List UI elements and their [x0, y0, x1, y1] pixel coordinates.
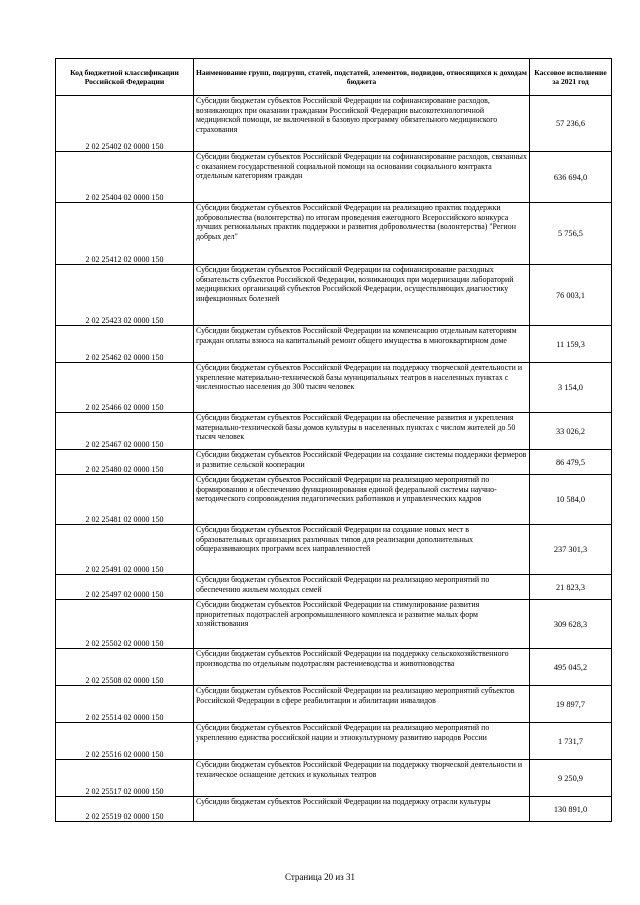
row-name: Субсидии бюджетам субъектов Российской Федерации на реализацию мероприятий по формированию и обеспечению функционирования единой федеральной системы научно-методического сопровождения педагогических работников и управленческих кадров	[194, 475, 530, 525]
row-amount: 11 159,3	[530, 326, 612, 363]
row-amount: 3 154,0	[530, 363, 612, 413]
header-name: Наименование групп, подгрупп, статей, подстатей, элементов, подвидов, относящихся к доходам бюджета	[194, 59, 530, 96]
table-row	[56, 475, 612, 525]
table-row	[56, 96, 612, 152]
row-code: 2 02 25480 02 0000 150	[56, 450, 194, 475]
row-amount: 5 756,5	[530, 203, 612, 265]
row-name: Субсидии бюджетам субъектов Российской Федерации на реализацию мероприятий по укреплению единства российской нации и этнокультурному развитию народов России	[194, 723, 530, 760]
table-row	[56, 760, 612, 797]
row-code: 2 02 25467 02 0000 150	[56, 413, 194, 450]
table-row	[56, 525, 612, 575]
row-code: 2 02 25497 02 0000 150	[56, 575, 194, 600]
row-amount: 57 236,6	[530, 96, 612, 152]
table-row	[56, 575, 612, 600]
row-name: Субсидии бюджетам субъектов Российской Федерации на реализацию мероприятий по обеспечению жильем молодых семей	[194, 575, 530, 600]
row-code: 2 02 25514 02 0000 150	[56, 686, 194, 723]
row-code: 2 02 25423 02 0000 150	[56, 265, 194, 326]
row-name: Субсидии бюджетам субъектов Российской Федерации на обеспечение развития и укрепления материально-технической базы домов культуры в населенных пунктах с числом жителей до 50 тысяч человек	[194, 413, 530, 450]
row-name: Субсидии бюджетам субъектов Российской Федерации на стимулирование развития приоритетных подотраслей агропромышленного комплекса и развитие малых форм хозяйствования	[194, 600, 530, 649]
table-row	[56, 450, 612, 475]
row-amount: 86 479,5	[530, 450, 612, 475]
table-row	[56, 203, 612, 265]
row-amount: 237 301,3	[530, 525, 612, 575]
row-amount: 76 003,1	[530, 265, 612, 326]
row-code: 2 02 25502 02 0000 150	[56, 600, 194, 649]
row-amount: 495 045,2	[530, 649, 612, 686]
row-name: Субсидии бюджетам субъектов Российской Федерации на компенсацию отдельным категориям граждан оплаты взноса на капитальный ремонт общего имущества в многоквартирном доме	[194, 326, 530, 363]
row-code: 2 02 25481 02 0000 150	[56, 475, 194, 525]
table-row	[56, 413, 612, 450]
table-row	[56, 686, 612, 723]
row-name: Субсидии бюджетам субъектов Российской Федерации на поддержку творческой деятельности и техническое оснащение детских и кукольных театров	[194, 760, 530, 797]
row-code: 2 02 25491 02 0000 150	[56, 525, 194, 575]
row-amount: 21 823,3	[530, 575, 612, 600]
row-name: Субсидии бюджетам субъектов Российской Федерации на создание новых мест в образовательных организациях различных типов для реализации дополнительных общеразвивающих программ всех направленностей	[194, 525, 530, 575]
row-name: Субсидии бюджетам субъектов Российской Федерации на создание системы поддержки фермеров и развитие сельской кооперации	[194, 450, 530, 475]
header-amount: Кассовое исполнение за 2021 год	[530, 59, 612, 96]
table-row	[56, 363, 612, 413]
row-code: 2 02 25519 02 0000 150	[56, 797, 194, 822]
row-amount: 33 026,2	[530, 413, 612, 450]
row-code: 2 02 25466 02 0000 150	[56, 363, 194, 413]
row-name: Субсидии бюджетам субъектов Российской Федерации на софинансирование расходов, связанных с оказанием государственной социальной помощи на основании социального контракта отдельным категориям граждан	[194, 152, 530, 203]
row-amount: 19 897,7	[530, 686, 612, 723]
table-row	[56, 600, 612, 649]
row-amount: 309 628,3	[530, 600, 612, 649]
row-code: 2 02 25517 02 0000 150	[56, 760, 194, 797]
table-row	[56, 649, 612, 686]
row-amount: 10 584,0	[530, 475, 612, 525]
row-name: Субсидии бюджетам субъектов Российской Федерации на реализацию практик поддержки добровольчества (волонтерства) по итогам проведения ежегодного Всероссийского конкурса лучших региональных практик поддержки и развития добровольчества (волонтерства) "Регион добрых дел"	[194, 203, 530, 265]
row-amount: 636 694,0	[530, 152, 612, 203]
table-row	[56, 797, 612, 822]
header-code: Код бюджетной классификации Российской Федерации	[56, 59, 194, 96]
row-code: 2 02 25508 02 0000 150	[56, 649, 194, 686]
row-name: Субсидии бюджетам субъектов Российской Федерации на поддержку творческой деятельности и укрепление материально-технической базы муниципальных театров в населенных пунктах с численностью населения до 300 тысяч человек	[194, 363, 530, 413]
row-code: 2 02 25516 02 0000 150	[56, 723, 194, 760]
row-name: Субсидии бюджетам субъектов Российской Федерации на софинансирование расходных обязательств субъектов Российской Федерации, возникающих при модернизации лабораторий медицинских организаций субъектов Российской Федерации, осуществляющих диагностику инфекционных болезней	[194, 265, 530, 326]
row-code: 2 02 25412 02 0000 150	[56, 203, 194, 265]
row-name: Субсидии бюджетам субъектов Российской Федерации на поддержку сельскохозяйственного производства по отдельным подотраслям растениеводства и животноводства	[194, 649, 530, 686]
row-code: 2 02 25402 02 0000 150	[56, 96, 194, 152]
row-amount: 130 891,0	[530, 797, 612, 822]
table-row	[56, 152, 612, 203]
row-amount: 9 250,9	[530, 760, 612, 797]
revenue-table	[55, 58, 612, 822]
row-name: Субсидии бюджетам субъектов Российской Федерации на софинансирование расходов, возникающих при оказании гражданам Российской Федерации высокотехнологичной медицинской помощи, не включенной в базовую программу обязательного медицинского страхования	[194, 96, 530, 152]
table-row	[56, 723, 612, 760]
row-code: 2 02 25404 02 0000 150	[56, 152, 194, 203]
row-name: Субсидии бюджетам субъектов Российской Федерации на реализацию мероприятий субъектов Российской Федерации в сфере реабилитации и абилитации инвалидов	[194, 686, 530, 723]
table-row	[56, 326, 612, 363]
table-row	[56, 265, 612, 326]
table-header-row	[56, 59, 612, 96]
row-amount: 1 731,7	[530, 723, 612, 760]
row-name: Субсидии бюджетам субъектов Российской Федерации на поддержку отрасли культуры	[194, 797, 530, 822]
page-number: Страница 20 из 31	[285, 872, 355, 882]
row-code: 2 02 25462 02 0000 150	[56, 326, 194, 363]
